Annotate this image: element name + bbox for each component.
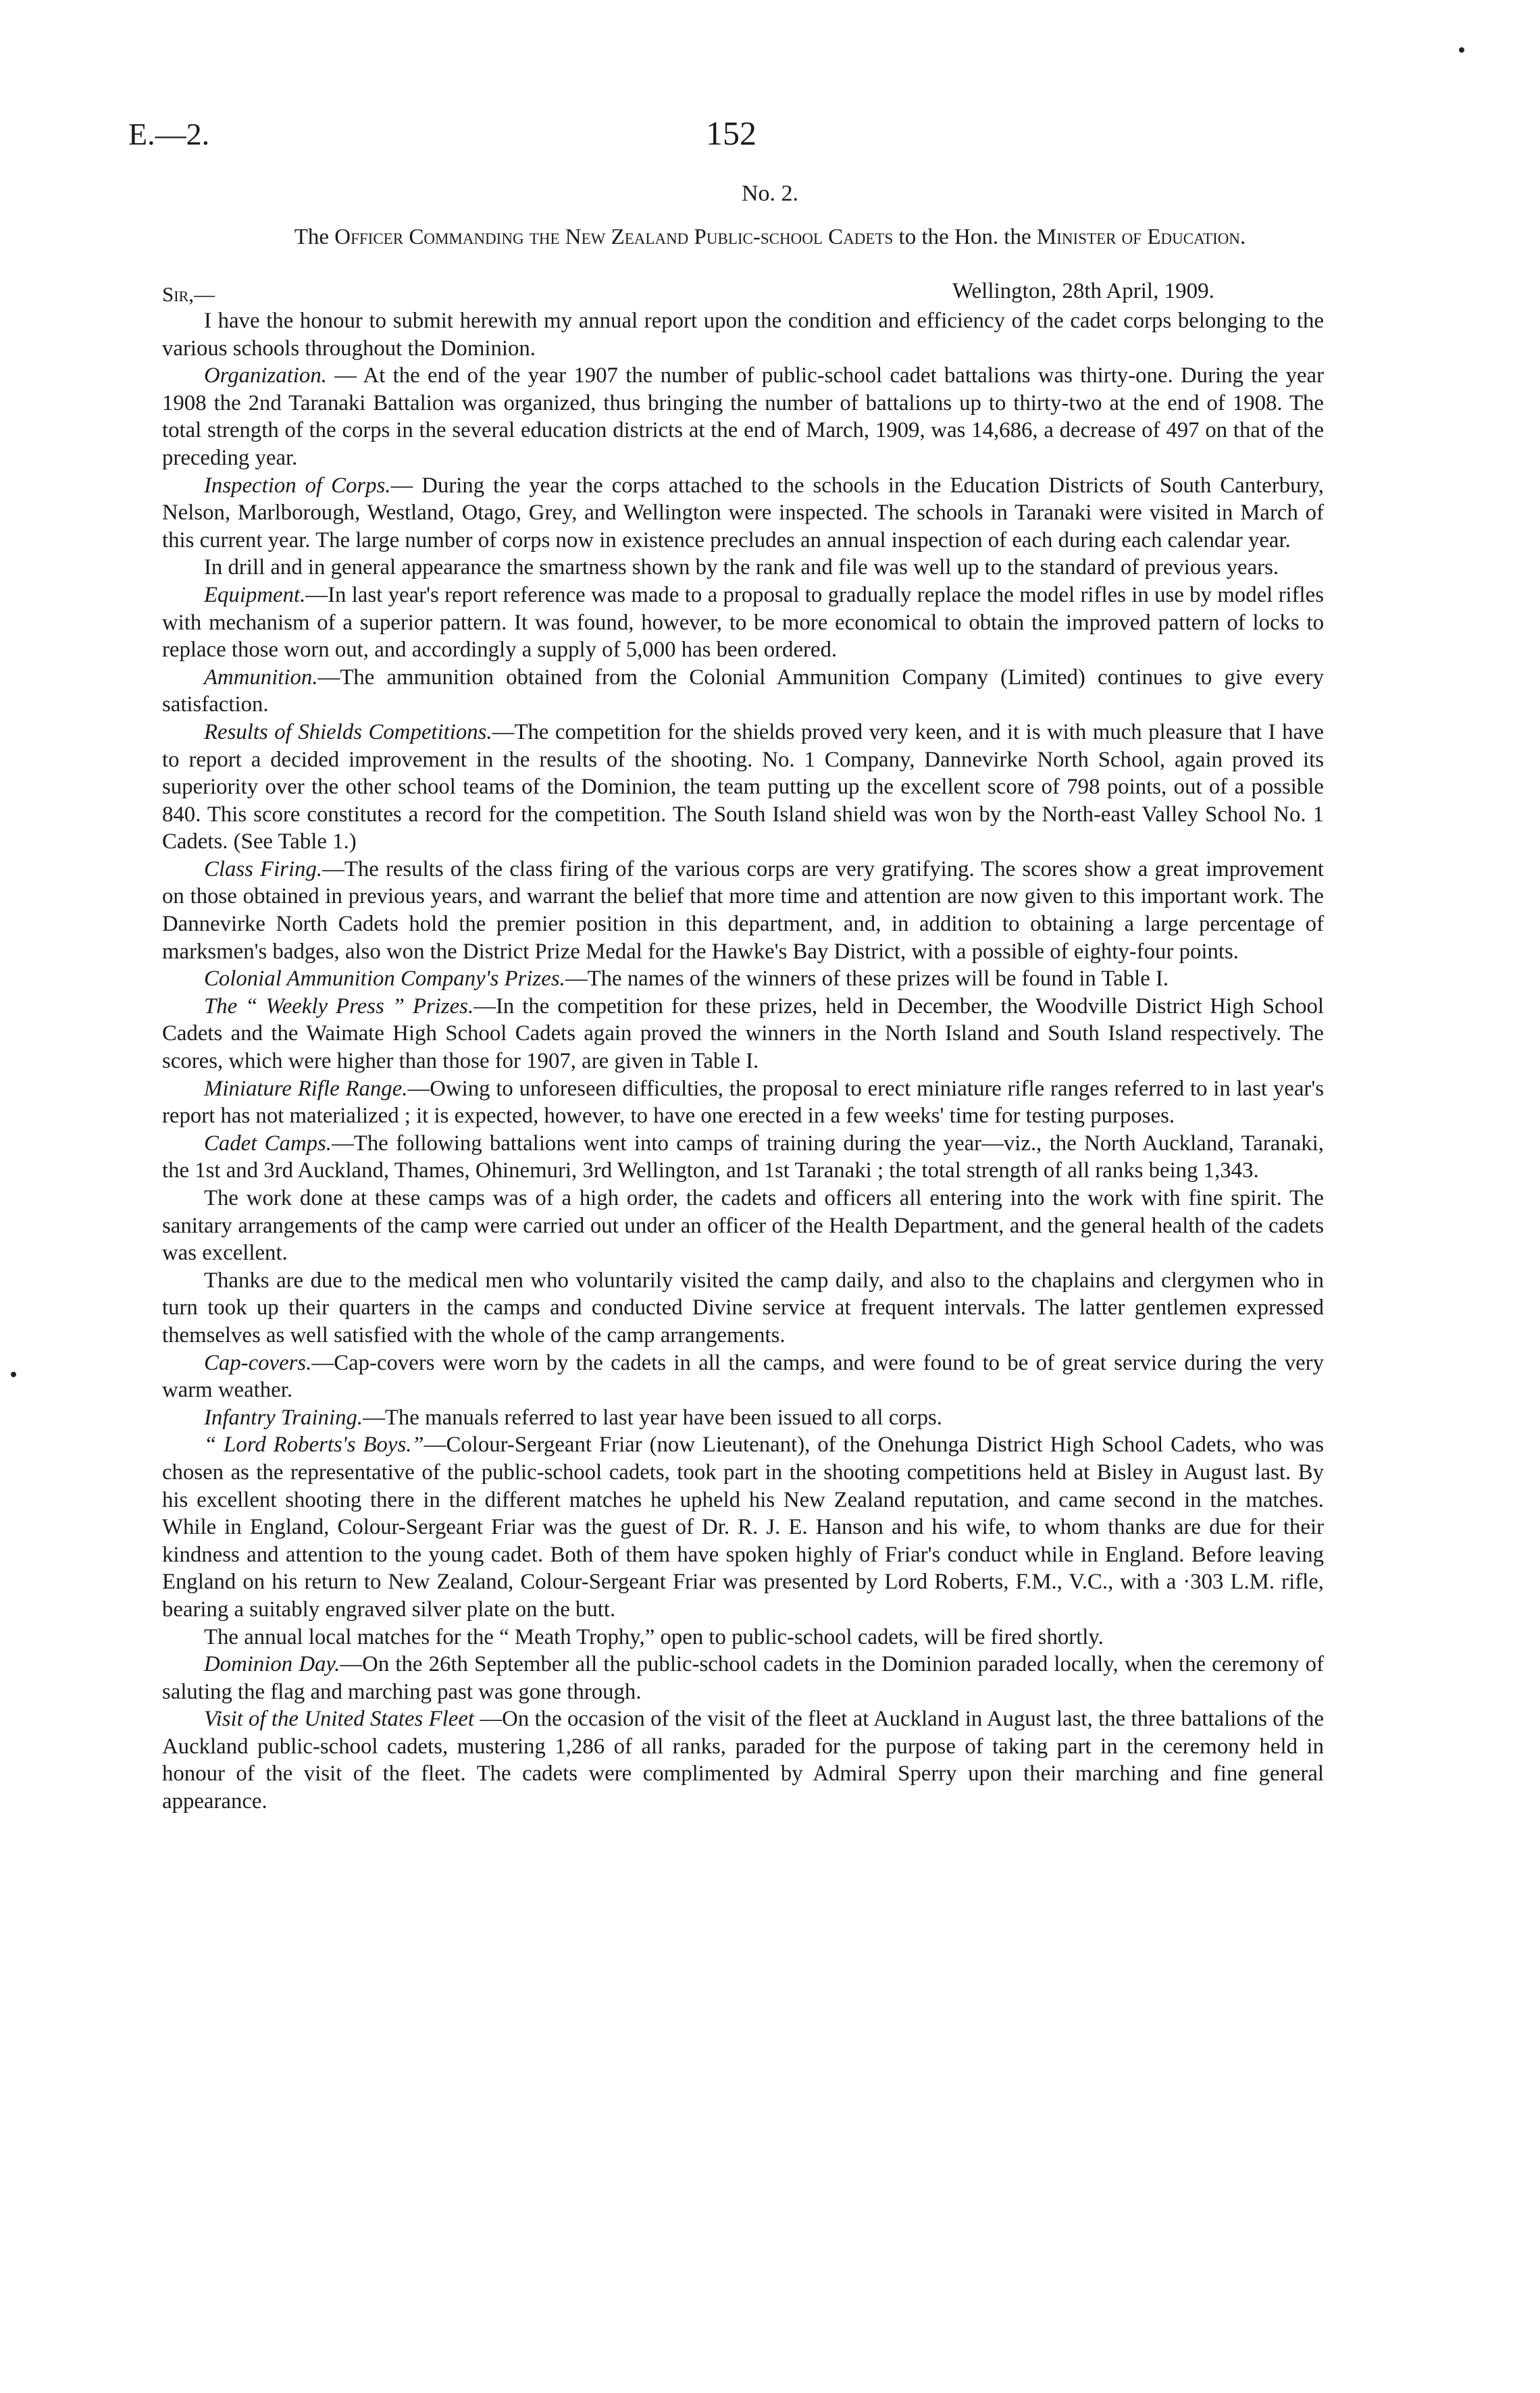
paragraph (162, 307, 1324, 362)
scan-speck (11, 1372, 16, 1377)
paragraph (162, 472, 1324, 555)
paragraph-text: —The names of the winners of these prizes will be found in Table I. (565, 967, 1169, 992)
page-number: 152 (706, 114, 756, 152)
title-sender: Officer Commanding the New Zealand Public-school Cadets (334, 225, 894, 249)
paragraph-heading: Results of Shields Competitions. (204, 719, 492, 744)
paragraph (162, 1624, 1324, 1651)
paragraph-heading: Cadet Camps. (204, 1131, 332, 1156)
paragraph-heading: Cap-covers. (204, 1350, 312, 1375)
paragraph-text: —The ammunition obtained from the Colonial Ammunition Company (Limited) continues to give every satisfaction. (162, 665, 1324, 717)
paragraph-text: —Owing to unforeseen difficulties, the proposal to erect miniature rifle ranges referred to in last year's report has not materialized ; it is expected, however, to have one erected in a few weeks' time for testing purposes. (162, 1076, 1325, 1129)
paragraph-heading: The “ Weekly Press ” Prizes. (204, 994, 474, 1019)
paragraph-text: The work done at these camps was of a high order, the cadets and officers all entering into the work with fine spirit. The sanitary arrangements of the camp were carried out under an officer of the Health Department, and the general health of the cadets was excellent. (162, 1186, 1324, 1266)
paragraph (162, 1651, 1324, 1705)
paragraph (162, 1075, 1324, 1130)
paragraph-heading: Ammunition. (204, 665, 318, 690)
paragraph-heading: Dominion Day. (204, 1652, 340, 1677)
paragraph (162, 1431, 1324, 1623)
paragraph-heading: Visit of the United States Fleet (204, 1707, 475, 1732)
paragraph (162, 993, 1324, 1075)
letter-number: No. 2. (741, 181, 799, 206)
paragraph-heading: Miniature Rifle Range. (204, 1076, 408, 1101)
paragraph-text: —Cap-covers were worn by the cadets in all the camps, and were found to be of great service during the very warm weather. (162, 1350, 1324, 1403)
letter-title (162, 223, 1378, 251)
paragraph-text: Thanks are due to the medical men who voluntarily visited the camp daily, and also to the chaplains and clergymen who in turn took up their quarters in the camps and conducted Divine service at frequent intervals. The latter gentlemen expressed themselves as well satisfied with the whole of the camp arrangements. (162, 1268, 1324, 1347)
paragraph-text: —The following battalions went into camps of training during the year—viz., the North Auckland, Taranaki, the 1st and 3rd Auckland, Thames, Ohinemuri, 3rd Wellington, and 1st Taranaki ; the total strength of all ranks being 1,343. (162, 1131, 1324, 1183)
paragraph (162, 664, 1324, 719)
scan-speck (1459, 47, 1464, 53)
paragraph-heading: Colonial Ammunition Company's Prizes. (204, 967, 565, 992)
paragraph-heading: Inspection of Corps. (204, 473, 391, 498)
paragraph-heading: Equipment. (204, 582, 306, 607)
paragraph-text: I have the honour to submit herewith my annual report upon the condition and efficiency of the cadet corps belonging to the various schools throughout the Dominion. (162, 309, 1324, 361)
paragraph-heading: “ Lord Roberts's Boys.” (204, 1433, 424, 1458)
paragraph-heading: Class Firing. (204, 856, 323, 881)
paragraph (162, 1130, 1324, 1185)
salutation: Sir,— (162, 282, 215, 306)
paragraph-text: The annual local matches for the “ Meath Trophy,” open to public-school cadets, will be fired shortly. (204, 1624, 1104, 1649)
paragraph (162, 1349, 1324, 1404)
paragraph (162, 1404, 1324, 1432)
paragraph (162, 1267, 1324, 1349)
paragraph-text: —In the competition for these prizes, held in December, the Woodville District High School Cadets and the Waimate High School Cadets again proved the winners in the North Island and South Island respectively. The scores, which were higher than those for 1907, are given in Table I. (162, 994, 1324, 1074)
letter-body (162, 307, 1324, 1816)
title-connector: to the Hon. the (893, 225, 1037, 249)
paragraph-text: —On the 26th September all the public-school cadets in the Dominion paraded locally, when the ceremony of saluting the flag and marching past was gone through. (162, 1652, 1324, 1704)
paragraph (162, 719, 1324, 856)
paragraph-text: — At the end of the year 1907 the number of public-school cadet battalions was thirty-one. During the year 1908 the 2nd Taranaki Battalion was organized, thus bringing the number of battalions up to thirty-two at the end of 1908. The total strength of the corps in the several education districts at the end of March, 1909, was 14,686, a decrease of 497 on that of the preceding year. (162, 363, 1324, 470)
paragraph (162, 965, 1324, 993)
paragraph-text: — During the year the corps attached to the schools in the Education Districts of South Canterbury, Nelson, Marlborough, Westland, Otago, Grey, and Wellington were inspected. The schools in Taranaki were visited in March of this current year. The large number of corps now in existence precludes an annual inspection of each during each calendar year. (162, 473, 1324, 552)
paragraph (162, 856, 1324, 965)
document-reference: E.—2. (128, 117, 210, 151)
dateline: Wellington, 28th April, 1909. (952, 279, 1214, 303)
paragraph (162, 1185, 1324, 1267)
paragraph (162, 1705, 1324, 1815)
paragraph-text: —The manuals referred to last year have been issued to all corps. (363, 1405, 942, 1430)
paragraph-heading: Organization. (204, 363, 327, 388)
paragraph (162, 582, 1324, 664)
title-recipient: Minister of Education. (1036, 225, 1246, 249)
paragraph (162, 362, 1324, 471)
paragraph (162, 554, 1324, 582)
paragraph-text: —On the occasion of the visit of the fleet at Auckland in August last, the three battalions of the Auckland public-school cadets, mustering 1,286 of all ranks, paraded for the purpose of taking part in the ceremony held in honour of the visit of the fleet. The cadets were complimented by Admiral Sperry upon their marching and fine general appearance. (162, 1707, 1324, 1814)
paragraph-text: In drill and in general appearance the smartness shown by the rank and file was well up to the standard of previous years. (204, 555, 1279, 580)
paragraph-text: —In last year's report reference was made to a proposal to gradually replace the model rifles in use by model rifles with mechanism of a superior pattern. It was found, however, to be more economical to obtain the improved pattern of locks to replace those worn out, and accordingly a supply of 5,000 has been ordered. (162, 582, 1324, 663)
paragraph-text: —Colour-Sergeant Friar (now Lieutenant), of the Onehunga District High School Cadets, who was chosen as the representative of the public-school cadets, took part in the shooting competitions held at Bisley in August last. By his excellent shooting there in the different matches he upheld his New Zealand reputation, and came second in the matches. While in England, Colour-Sergeant Friar was the guest of Dr. R. J. E. Hanson and his wife, to whom thanks are due for their kindness and attention to the young cadet. Both of them have spoken highly of Friar's conduct while in England. Before leaving England on his return to New Zealand, Colour-Sergeant Friar was presented by Lord Roberts, F.M., V.C., with a ·303 L.M. rifle, bearing a suitably engraved silver plate on the butt. (162, 1433, 1324, 1622)
paragraph-text: —The results of the class firing of the various corps are very gratifying. The scores show a great improvement on those obtained in previous years, and warrant the belief that more time and attention are now given to this important work. The Dannevirke North Cadets hold the premier position in this department, and, in addition to obtaining a large percentage of marksmen's badges, also won the District Prize Medal for the Hawke's Bay District, with a possible of eighty-four points. (162, 856, 1324, 964)
title-prefix: The (294, 225, 335, 249)
paragraph-heading: Infantry Training. (204, 1405, 363, 1430)
paragraph-text: —The competition for the shields proved very keen, and it is with much pleasure that I have to report a decided improvement in the results of the shooting. No. 1 Company, Dannevirke North School, again proved its superiority over the other school teams of the Dominion, the team putting up the excellent score of 798 points, out of a possible 840. This score constitutes a record for the competition. The South Island shield was won by the North-east Valley School No. 1 Cadets. (See Table 1.) (162, 719, 1324, 854)
